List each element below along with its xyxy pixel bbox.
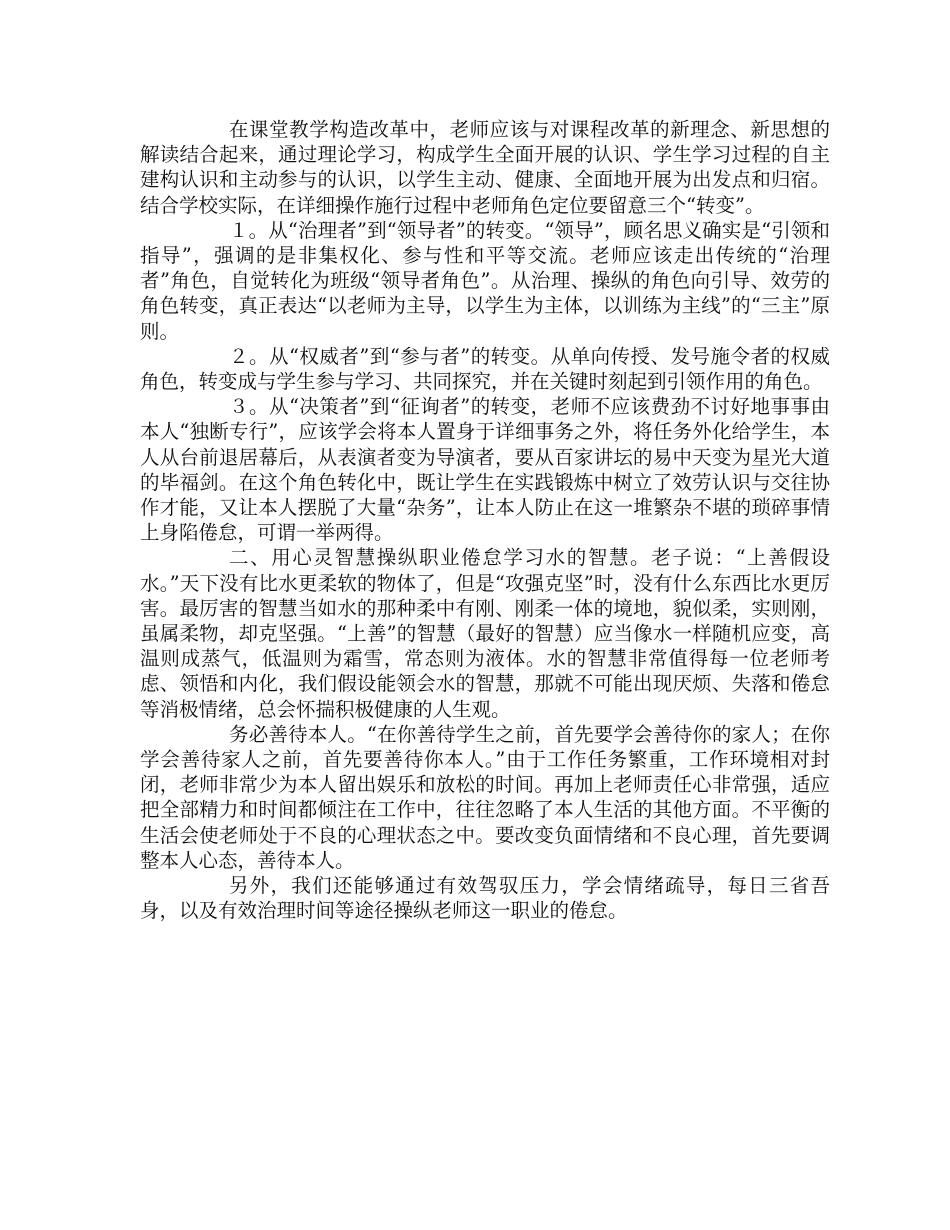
paragraph-transformation-2: ２。从“权威者”到“参与者”的转变。从单向传授、发号施令者的权威角色，转变成与学生参与学习、共同探究，并在关键时刻起到引领作用的角色。 bbox=[140, 344, 830, 394]
paragraph-transformation-1: １。从“治理者”到“领导者”的转变。“领导”，顾名思义确实是“引领和指导”，强调的是非集权化、参与性和平等交流。老师应该走出传统的“治理者”角色，自觉转化为班级“领导者角色”。从治理、操纵的角色向引导、效劳的角色转变，真正表达“以老师为主导，以学生为主体，以训练为主线”的“三主”原则。 bbox=[140, 218, 830, 343]
paragraph-transformation-3: ３。从“决策者”到“征询者”的转变，老师不应该费劲不讨好地事事由本人“独断专行”，应该学会将本人置身于详细事务之外，将任务外化给学生，本人从台前退居幕后，从表演者变为导演者，要从百家讲坛的易中天变为星光大道的毕福剑。在这个角色转化中，既让学生在实践锻炼中树立了效劳认识与交往协作才能，又让本人摆脱了大量“杂务”，让本人防止在这一堆繁杂不堪的琐碎事情上身陷倦怠，可谓一举两得。 bbox=[140, 395, 830, 545]
paragraph-treat-yourself: 务必善待本人。“在你善待学生之前，首先要学会善待你的家人；在你学会善待家人之前，首先要善待你本人。”由于工作任务繁重，工作环境相对封闭，老师非常少为本人留出娱乐和放松的时间。再加上老师责任心非常强，适应把全部精力和时间都倾注在工作中，往往忽略了本人生活的其他方面。不平衡的生活会使老师处于不良的心理状态之中。要改变负面情绪和不良心理，首先要调整本人心态，善待本人。 bbox=[140, 722, 830, 872]
paragraph-conclusion: 另外，我们还能够通过有效驾驭压力，学会情绪疏导，每日三省吾身，以及有效治理时间等途径操纵老师这一职业的倦怠。 bbox=[140, 874, 830, 923]
paragraph-intro: 在课堂教学构造改革中，老师应该与对课程改革的新理念、新思想的解读结合起来，通过理论学习，构成学生全面开展的认识、学生学习过程的自主建构认识和主动参与的认识，以学生主动、健康、全面地开展为出发点和归宿。结合学校实际，在详细操作施行过程中老师角色定位要留意三个“转变”。 bbox=[140, 118, 830, 217]
document-body bbox=[140, 117, 830, 924]
paragraph-water-wisdom: 二、用心灵智慧操纵职业倦怠学习水的智慧。老子说：“上善假设水。”天下没有比水更柔软的物体了，但是“攻强克坚”时，没有什么东西比水更厉害。最厉害的智慧当如水的那种柔中有刚、刚柔一体的境地，貌似柔，实则刚，虽属柔物，却克坚强。“上善”的智慧（最好的智慧）应当像水一样随机应变，高温则成蒸气，低温则为霜雪，常态则为液体。水的智慧非常值得每一位老师考虑、领悟和内化，我们假设能领会水的智慧，那就不可能出现厌烦、失落和倦怠等消极情绪，总会怀揣积极健康的人生观。 bbox=[140, 546, 830, 721]
